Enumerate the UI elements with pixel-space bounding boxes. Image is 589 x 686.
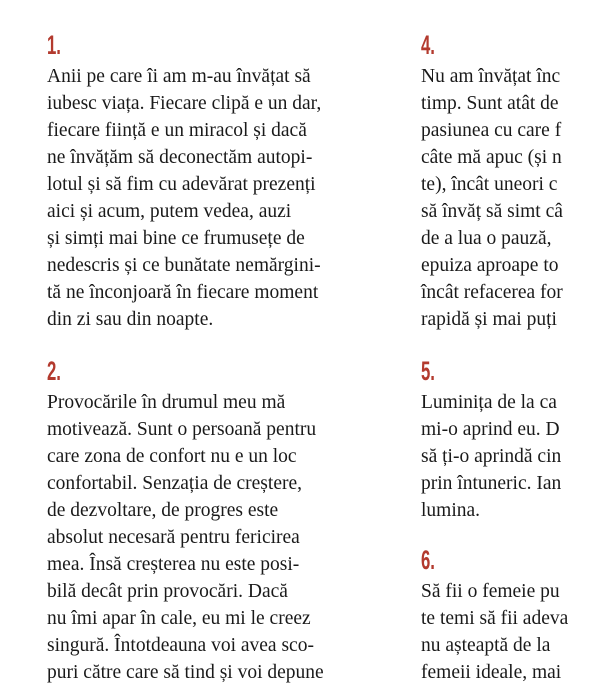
text-line: mea. Însă creșterea nu este posi- bbox=[47, 554, 300, 575]
text-line: și simți mai bine ce frumusețe de bbox=[47, 228, 305, 249]
item-number: 6. bbox=[421, 545, 435, 575]
text-line: care zona de confort nu e un loc bbox=[47, 446, 297, 467]
item-number: 4. bbox=[421, 30, 435, 60]
item-number: 2. bbox=[47, 356, 61, 386]
text-line: pasiunea cu care f bbox=[421, 120, 562, 141]
text-line: încât refacerea for bbox=[421, 282, 563, 303]
text-line: câte mă apuc (și n bbox=[421, 147, 562, 168]
item-number: 1. bbox=[47, 30, 61, 60]
text-line: te), încât uneori c bbox=[421, 174, 558, 195]
item-paragraph bbox=[421, 578, 568, 686]
text-line: Să fii o femeie pu bbox=[421, 581, 560, 602]
text-line: ne învățăm să deconectăm autopi- bbox=[47, 147, 313, 168]
item-number: 5. bbox=[421, 356, 435, 386]
text-line: rapidă și mai puți bbox=[421, 309, 557, 330]
text-line: fiecare ființă e un miracol și dacă bbox=[47, 120, 307, 141]
text-line: confortabil. Senzația de creștere, bbox=[47, 473, 302, 494]
text-line: nedescris și ce bunătate nemărgini- bbox=[47, 255, 321, 276]
list-item-2 bbox=[47, 356, 324, 686]
text-line: Nu am învățat înc bbox=[421, 66, 561, 87]
item-paragraph bbox=[47, 63, 321, 333]
list-item-5 bbox=[421, 356, 561, 524]
text-line: iubesc viața. Fiecare clipă e un dar, bbox=[47, 93, 322, 114]
text-line: te temi să fii adeva bbox=[421, 608, 569, 629]
text-line: din zi sau din noapte. bbox=[47, 309, 214, 330]
text-line: lumina. bbox=[421, 500, 481, 521]
text-line: femeii ideale, mai bbox=[421, 662, 562, 683]
text-line: să învăț să simt câ bbox=[421, 201, 563, 222]
text-line: Provocările în drumul meu mă bbox=[47, 392, 286, 413]
list-item-1 bbox=[47, 30, 321, 333]
list-item-6 bbox=[421, 545, 568, 686]
text-line: să ți-o aprindă cin bbox=[421, 446, 562, 467]
text-line: epuiza aproape to bbox=[421, 255, 559, 276]
text-line: de dezvoltare, de progres este bbox=[47, 500, 279, 521]
item-paragraph bbox=[421, 389, 561, 524]
text-line: motivează. Sunt o persoană pentru bbox=[47, 419, 317, 440]
text-line: singură. Întotdeauna voi avea sco- bbox=[47, 635, 314, 656]
text-line: tă ne înconjoară în fiecare moment bbox=[47, 282, 319, 303]
text-line: puri către care să tind și voi depune bbox=[47, 662, 324, 683]
list-item-4 bbox=[421, 30, 563, 333]
text-line: timp. Sunt atât de bbox=[421, 93, 559, 114]
text-line: nu așteaptă de la bbox=[421, 635, 551, 656]
text-line: nu îmi apar în cale, eu mi le creez bbox=[47, 608, 311, 629]
item-paragraph bbox=[421, 63, 563, 333]
item-paragraph bbox=[47, 389, 324, 686]
text-line: Luminița de la ca bbox=[421, 392, 557, 413]
text-line: lotul și să fim cu adevărat prezenți bbox=[47, 174, 316, 195]
text-line: aici și acum, putem vedea, auzi bbox=[47, 201, 292, 222]
text-line: Anii pe care îi am m-au învățat să bbox=[47, 66, 311, 87]
text-line: de a lua o pauză, bbox=[421, 228, 552, 249]
text-line: absolut necesară pentru fericirea bbox=[47, 527, 300, 548]
text-line: mi-o aprind eu. D bbox=[421, 419, 560, 440]
text-line: prin întuneric. Ian bbox=[421, 473, 562, 494]
text-line: bilă decât prin provocări. Dacă bbox=[47, 581, 288, 602]
